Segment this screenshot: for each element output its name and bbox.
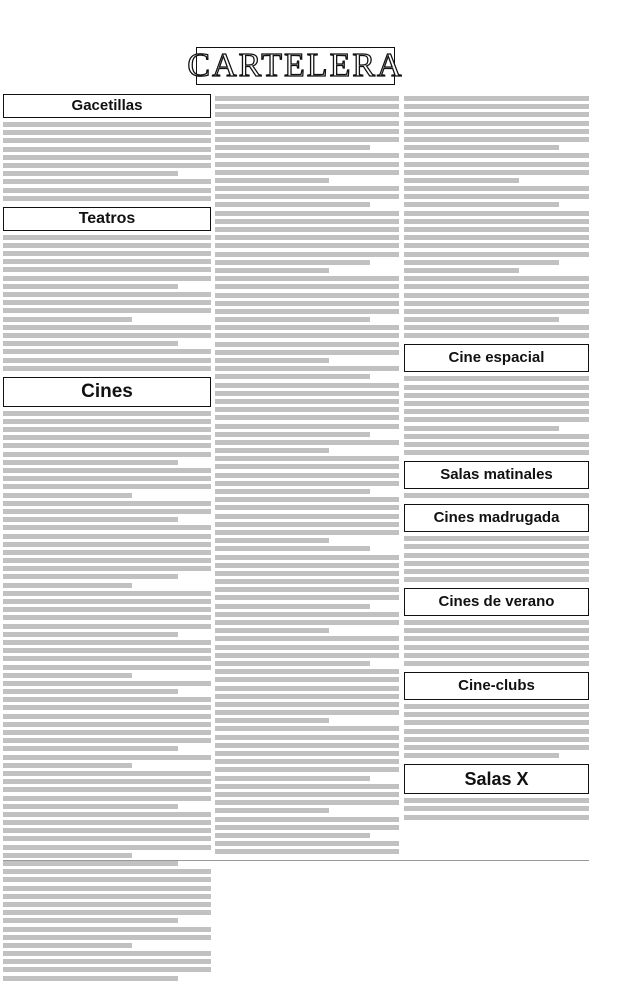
text-line-placeholder (3, 894, 211, 899)
text-line-placeholder (3, 179, 211, 184)
text-line-placeholder (215, 374, 370, 379)
section-title-cines-madrugada: Cines madrugada (433, 509, 560, 527)
text-line-placeholder (215, 170, 399, 175)
text-line-placeholder (215, 767, 399, 772)
text-line-placeholder (404, 276, 589, 281)
text-line-placeholder (3, 427, 211, 432)
text-line-placeholder (215, 702, 399, 707)
text-line-placeholder (215, 456, 399, 461)
text-line-placeholder (3, 910, 211, 915)
text-line-placeholder (404, 450, 589, 455)
bottom-rule (3, 860, 589, 861)
text-line-placeholder (215, 694, 399, 699)
text-line-placeholder (215, 407, 399, 412)
text-line-placeholder (3, 607, 211, 612)
text-line-placeholder (3, 292, 211, 297)
text-line-placeholder (215, 751, 399, 756)
salas-x-text (404, 798, 589, 819)
section-title-cines-verano: Cines de verano (438, 593, 555, 611)
text-line-placeholder (215, 235, 399, 240)
teatros-text (3, 235, 211, 371)
text-line-placeholder (404, 260, 559, 265)
text-line-placeholder (3, 705, 211, 710)
section-cine-espacial (404, 344, 589, 372)
text-line-placeholder (3, 755, 211, 760)
text-line-placeholder (3, 147, 211, 152)
text-line-placeholder (3, 558, 211, 563)
text-line-placeholder (215, 579, 399, 584)
text-line-placeholder (215, 481, 399, 486)
text-line-placeholder (404, 243, 589, 248)
text-line-placeholder (215, 227, 399, 232)
text-line-placeholder (3, 138, 211, 143)
text-line-placeholder (215, 595, 399, 600)
text-line-placeholder (404, 202, 559, 207)
text-line-placeholder (3, 243, 211, 248)
text-line-placeholder (404, 194, 589, 199)
text-line-placeholder (215, 571, 399, 576)
text-line-placeholder (215, 726, 399, 731)
cine-clubs-text (404, 704, 589, 758)
text-line-placeholder (404, 301, 589, 306)
text-line-placeholder (3, 665, 211, 670)
text-line-placeholder (404, 729, 589, 734)
text-line-placeholder (3, 550, 211, 555)
section-title-gacetillas: Gacetillas (71, 97, 143, 114)
text-line-placeholder (3, 300, 211, 305)
text-line-placeholder (3, 542, 211, 547)
section-cines-verano (404, 588, 589, 616)
text-line-placeholder (215, 464, 399, 469)
text-line-placeholder (404, 162, 589, 167)
text-line-placeholder (404, 104, 589, 109)
cines-madrugada-text (404, 536, 589, 582)
text-line-placeholder (404, 645, 589, 650)
text-line-placeholder (215, 833, 370, 838)
text-line-placeholder (3, 722, 211, 727)
column-1 (3, 92, 211, 987)
text-line-placeholder (3, 943, 132, 948)
text-line-placeholder (215, 333, 399, 338)
text-line-placeholder (215, 424, 399, 429)
text-line-placeholder (3, 886, 211, 891)
text-line-placeholder (215, 686, 399, 691)
text-line-placeholder (215, 432, 370, 437)
text-line-placeholder (215, 96, 399, 101)
text-line-placeholder (404, 536, 589, 541)
text-line-placeholder (215, 743, 399, 748)
text-line-placeholder (3, 460, 178, 465)
text-line-placeholder (3, 959, 211, 964)
gacetillas-text (3, 122, 211, 201)
text-line-placeholder (404, 417, 589, 422)
text-line-placeholder (3, 951, 211, 956)
text-line-placeholder (3, 341, 178, 346)
text-line-placeholder (3, 656, 211, 661)
text-line-placeholder (215, 653, 399, 658)
text-line-placeholder (215, 792, 399, 797)
cines-text (3, 411, 211, 981)
text-line-placeholder (3, 308, 211, 313)
text-line-placeholder (3, 902, 211, 907)
text-line-placeholder (215, 112, 399, 117)
text-line-placeholder (3, 730, 211, 735)
text-line-placeholder (3, 188, 211, 193)
text-line-placeholder (404, 577, 589, 582)
text-line-placeholder (3, 333, 211, 338)
text-line-placeholder (404, 96, 589, 101)
text-line-placeholder (215, 546, 370, 551)
text-line-placeholder (215, 817, 399, 822)
text-line-placeholder (215, 317, 370, 322)
text-line-placeholder (215, 366, 399, 371)
text-line-placeholder (404, 493, 589, 498)
text-line-placeholder (3, 796, 211, 801)
column-3 (404, 92, 589, 826)
masthead-title: CARTELERA (187, 47, 404, 84)
text-line-placeholder (404, 409, 589, 414)
text-line-placeholder (215, 252, 399, 257)
text-line-placeholder (3, 746, 178, 751)
text-line-placeholder (404, 393, 589, 398)
text-line-placeholder (404, 219, 589, 224)
text-line-placeholder (215, 473, 399, 478)
text-line-placeholder (215, 555, 399, 560)
text-line-placeholder (404, 704, 589, 709)
text-line-placeholder (3, 648, 211, 653)
text-line-placeholder (215, 276, 399, 281)
text-line-placeholder (215, 669, 399, 674)
text-line-placeholder (404, 317, 559, 322)
text-line-placeholder (404, 325, 589, 330)
section-salas-x (404, 764, 589, 794)
text-line-placeholder (215, 522, 399, 527)
text-line-placeholder (215, 293, 399, 298)
text-line-placeholder (3, 935, 211, 940)
text-line-placeholder (215, 121, 399, 126)
text-line-placeholder (3, 171, 178, 176)
text-line-placeholder (404, 712, 589, 717)
text-line-placeholder (404, 129, 589, 134)
text-line-placeholder (215, 808, 329, 813)
text-line-placeholder (215, 383, 399, 388)
text-line-placeholder (3, 267, 211, 272)
text-line-placeholder (215, 301, 399, 306)
text-line-placeholder (215, 342, 399, 347)
text-line-placeholder (215, 497, 399, 502)
text-line-placeholder (3, 443, 211, 448)
text-line-placeholder (404, 376, 589, 381)
section-title-cine-clubs: Cine-clubs (458, 677, 535, 694)
text-line-placeholder (3, 325, 211, 330)
text-line-placeholder (215, 448, 329, 453)
text-line-placeholder (404, 553, 589, 558)
text-line-placeholder (215, 268, 329, 273)
text-line-placeholder (404, 426, 559, 431)
text-line-placeholder (3, 501, 211, 506)
text-line-placeholder (404, 112, 589, 117)
text-line-placeholder (404, 309, 589, 314)
text-line-placeholder (404, 561, 589, 566)
text-line-placeholder (215, 358, 329, 363)
text-line-placeholder (215, 645, 399, 650)
section-salas-matinales (404, 461, 589, 489)
text-line-placeholder (3, 853, 132, 858)
cines-continued-text-2 (404, 96, 589, 338)
text-line-placeholder (3, 771, 211, 776)
text-line-placeholder (3, 509, 211, 514)
text-line-placeholder (3, 349, 211, 354)
text-line-placeholder (215, 137, 399, 142)
text-line-placeholder (215, 260, 370, 265)
text-line-placeholder (215, 718, 329, 723)
text-line-placeholder (404, 137, 589, 142)
text-line-placeholder (3, 640, 211, 645)
text-line-placeholder (3, 763, 132, 768)
text-line-placeholder (404, 401, 589, 406)
section-gacetillas (3, 94, 211, 118)
text-line-placeholder (215, 129, 399, 134)
cines-verano-text (404, 620, 589, 666)
text-line-placeholder (404, 153, 589, 158)
text-line-placeholder (404, 628, 589, 633)
text-line-placeholder (215, 186, 399, 191)
salas-matinales-text (404, 493, 589, 498)
text-line-placeholder (3, 517, 178, 522)
text-line-placeholder (215, 628, 329, 633)
text-line-placeholder (3, 967, 211, 972)
text-line-placeholder (215, 784, 399, 789)
text-line-placeholder (3, 877, 211, 882)
text-line-placeholder (215, 489, 370, 494)
text-line-placeholder (3, 122, 211, 127)
text-line-placeholder (215, 104, 399, 109)
text-line-placeholder (404, 544, 589, 549)
text-line-placeholder (215, 202, 370, 207)
text-line-placeholder (3, 452, 211, 457)
text-line-placeholder (215, 514, 399, 519)
text-line-placeholder (215, 661, 370, 666)
text-line-placeholder (404, 145, 559, 150)
text-line-placeholder (404, 737, 589, 742)
text-line-placeholder (3, 976, 178, 981)
text-line-placeholder (404, 170, 589, 175)
text-line-placeholder (215, 145, 370, 150)
text-line-placeholder (3, 624, 211, 629)
text-line-placeholder (404, 620, 589, 625)
text-line-placeholder (215, 399, 399, 404)
text-line-placeholder (404, 569, 589, 574)
text-line-placeholder (3, 927, 211, 932)
text-line-placeholder (215, 325, 399, 330)
text-line-placeholder (3, 779, 211, 784)
text-line-placeholder (215, 350, 399, 355)
text-line-placeholder (3, 163, 211, 168)
text-line-placeholder (215, 849, 399, 854)
text-line-placeholder (404, 178, 519, 183)
text-line-placeholder (215, 415, 399, 420)
text-line-placeholder (3, 812, 211, 817)
text-line-placeholder (404, 815, 589, 820)
text-line-placeholder (215, 162, 399, 167)
text-line-placeholder (3, 804, 178, 809)
text-line-placeholder (3, 828, 211, 833)
text-line-placeholder (215, 800, 399, 805)
text-line-placeholder (3, 918, 178, 923)
section-cine-clubs (404, 672, 589, 700)
text-line-placeholder (3, 836, 211, 841)
section-cines (3, 377, 211, 407)
text-line-placeholder (215, 612, 399, 617)
text-line-placeholder (215, 530, 399, 535)
text-line-placeholder (3, 738, 211, 743)
text-line-placeholder (404, 293, 589, 298)
text-line-placeholder (3, 525, 211, 530)
text-line-placeholder (215, 776, 370, 781)
cine-espacial-text (404, 376, 589, 455)
text-line-placeholder (215, 153, 399, 158)
text-line-placeholder (404, 806, 589, 811)
text-line-placeholder (215, 309, 399, 314)
text-line-placeholder (215, 211, 399, 216)
text-line-placeholder (3, 681, 211, 686)
text-line-placeholder (3, 583, 132, 588)
text-line-placeholder (3, 591, 211, 596)
text-line-placeholder (3, 276, 211, 281)
section-title-teatros: Teatros (78, 209, 136, 227)
text-line-placeholder (3, 673, 132, 678)
text-line-placeholder (215, 391, 399, 396)
text-line-placeholder (215, 219, 399, 224)
text-line-placeholder (3, 235, 211, 240)
text-line-placeholder (404, 653, 589, 658)
masthead-box (187, 47, 404, 85)
text-line-placeholder (3, 820, 211, 825)
text-line-placeholder (3, 689, 178, 694)
text-line-placeholder (215, 538, 329, 543)
text-line-placeholder (3, 411, 211, 416)
text-line-placeholder (3, 566, 211, 571)
text-line-placeholder (404, 227, 589, 232)
text-line-placeholder (404, 661, 589, 666)
text-line-placeholder (404, 385, 589, 390)
text-line-placeholder (3, 869, 211, 874)
text-line-placeholder (3, 484, 211, 489)
text-line-placeholder (404, 121, 589, 126)
text-line-placeholder (404, 268, 519, 273)
text-line-placeholder (3, 493, 132, 498)
text-line-placeholder (3, 259, 211, 264)
text-line-placeholder (3, 861, 178, 866)
text-line-placeholder (404, 333, 589, 338)
text-line-placeholder (3, 476, 211, 481)
text-line-placeholder (215, 563, 399, 568)
text-line-placeholder (3, 714, 211, 719)
cines-continued-text (215, 96, 399, 854)
text-line-placeholder (3, 366, 211, 371)
text-line-placeholder (3, 435, 211, 440)
text-line-placeholder (215, 440, 399, 445)
text-line-placeholder (404, 434, 589, 439)
text-line-placeholder (215, 243, 399, 248)
text-line-placeholder (215, 710, 399, 715)
text-line-placeholder (215, 735, 399, 740)
text-line-placeholder (3, 196, 211, 201)
section-teatros (3, 207, 211, 231)
text-line-placeholder (215, 604, 370, 609)
text-line-placeholder (215, 825, 399, 830)
text-line-placeholder (3, 599, 211, 604)
text-line-placeholder (3, 130, 211, 135)
text-line-placeholder (404, 211, 589, 216)
text-line-placeholder (3, 251, 211, 256)
text-line-placeholder (215, 636, 399, 641)
text-line-placeholder (215, 194, 399, 199)
text-line-placeholder (404, 235, 589, 240)
text-line-placeholder (3, 155, 211, 160)
text-line-placeholder (404, 252, 589, 257)
text-line-placeholder (404, 753, 559, 758)
text-line-placeholder (215, 620, 399, 625)
text-line-placeholder (3, 845, 211, 850)
section-title-salas-matinales: Salas matinales (440, 466, 553, 484)
text-line-placeholder (3, 419, 211, 424)
text-line-placeholder (215, 505, 399, 510)
text-line-placeholder (3, 697, 211, 702)
text-line-placeholder (3, 534, 211, 539)
text-line-placeholder (3, 468, 211, 473)
text-line-placeholder (215, 284, 399, 289)
text-line-placeholder (3, 632, 178, 637)
text-line-placeholder (3, 358, 211, 363)
text-line-placeholder (404, 720, 589, 725)
text-line-placeholder (215, 677, 399, 682)
text-line-placeholder (404, 442, 589, 447)
text-line-placeholder (215, 759, 399, 764)
text-line-placeholder (3, 787, 211, 792)
text-line-placeholder (215, 587, 399, 592)
section-title-cines: Cines (81, 380, 133, 402)
section-title-salas-x: Salas X (464, 769, 529, 790)
text-line-placeholder (3, 284, 178, 289)
text-line-placeholder (404, 636, 589, 641)
text-line-placeholder (404, 745, 589, 750)
text-line-placeholder (215, 841, 399, 846)
text-line-placeholder (3, 574, 178, 579)
text-line-placeholder (3, 615, 211, 620)
text-line-placeholder (404, 186, 589, 191)
text-line-placeholder (215, 178, 329, 183)
section-cines-madrugada (404, 504, 589, 532)
text-line-placeholder (3, 317, 132, 322)
column-2 (215, 92, 399, 860)
text-line-placeholder (404, 798, 589, 803)
section-title-cine-espacial: Cine espacial (448, 349, 545, 367)
text-line-placeholder (404, 284, 589, 289)
